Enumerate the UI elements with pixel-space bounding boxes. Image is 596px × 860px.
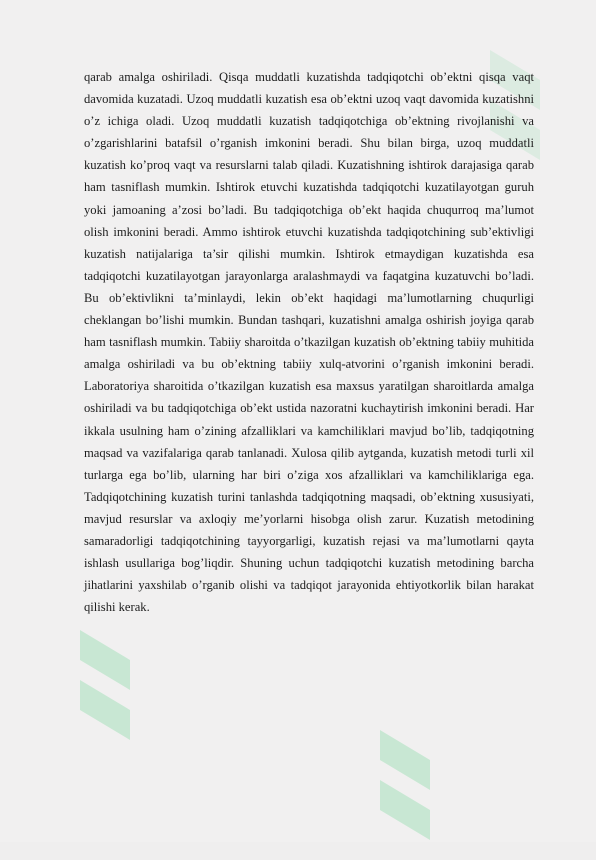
body-paragraph: qarab amalga oshiriladi. Qisqa muddatli kuzatishda tadqiqotchi ob’ektni qisqa vaqt davomida kuzatadi. Uzoq muddatli kuzatish esa ob’ektni uzoq vaqt davomida kuzatishni o’z ichiga oladi. Uzoq muddatli kuzatish tadqiqotchiga ob’ektning rivojlanishi va o’zgarishlarini batafsil o’rganish imkonini beradi. Shu bilan birga, uzoq muddatli kuzatish ko’proq vaqt va resurslarni talab qiladi. Kuzatishning ishtirok darajasiga qarab ham tasniflash mumkin. Ishtirok etuvchi kuzatishda tadqiqotchi kuzatilayotgan guruh yoki jamoaning a’zosi bo’ladi. Bu tadqiqotchiga ob’ekt haqida chuqurroq ma’lumot olish imkonini beradi. Ammo ishtirok etuvchi kuzatishda tadqiqotchining sub’ektivligi kuzatish natijalariga ta’sir qilishi mumkin. Ishtirok etmaydigan kuzatishda esa tadqiqotchi kuzatilayotgan jarayonlarga aralashmaydi va faqatgina kuzatuvchi bo’ladi. Bu ob’ektivlikni ta’minlaydi, lekin ob’ekt haqidagi ma’lumotlarning chuqurligi cheklangan bo’lishi mumkin. Bundan tashqari, kuzatishni amalga oshirish joyiga qarab ham tasniflash mumkin. Tabiiy sharoitda o’tkazilgan kuzatish ob’ektning tabiiy muhitida amalga oshiriladi va bu ob’ektning tabiiy xulq-atvorini o’rganish imkonini beradi. Laboratoriya sharoitida o’tkazilgan kuzatish esa maxsus yaratilgan sharoitlarda amalga oshiriladi va bu tadqiqotchiga ob’ekt ustida nazoratni kuchaytirish imkonini beradi. Har ikkala usulning ham o’zining afzalliklari va kamchiliklari mavjud bo’lib, tadqiqotning maqsad va vazifalariga qarab tanlanadi. Xulosa qilib aytganda, kuzatish metodi turli xil turlarga ega bo’lib, ularning har biri o’ziga xos afzalliklari va kamchiliklariga ega. Tadqiqotchining kuzatish turini tanlashda tadqiqotning maqsadi, ob’ektning xususiyati, mavjud resurslar va axloqiy me’yorlarni hisobga olish zarur. Kuzatish metodining samaradorligi tadqiqotchining tayyorgarligi, kuzatish rejasi va ma’lumotlarni qayta ishlash usullariga bog’liqdir. Shuning uchun tadqiqotchi kuzatish metodining barcha jihatlarini yaxshilab o’rganib olishi va tadqiqot jarayonida ehtiyotkorlik bilan harakat qilishi kerak.: [84, 70, 534, 615]
watermark-logo-icon: [360, 720, 450, 860]
watermark-logo-icon: [60, 620, 150, 760]
